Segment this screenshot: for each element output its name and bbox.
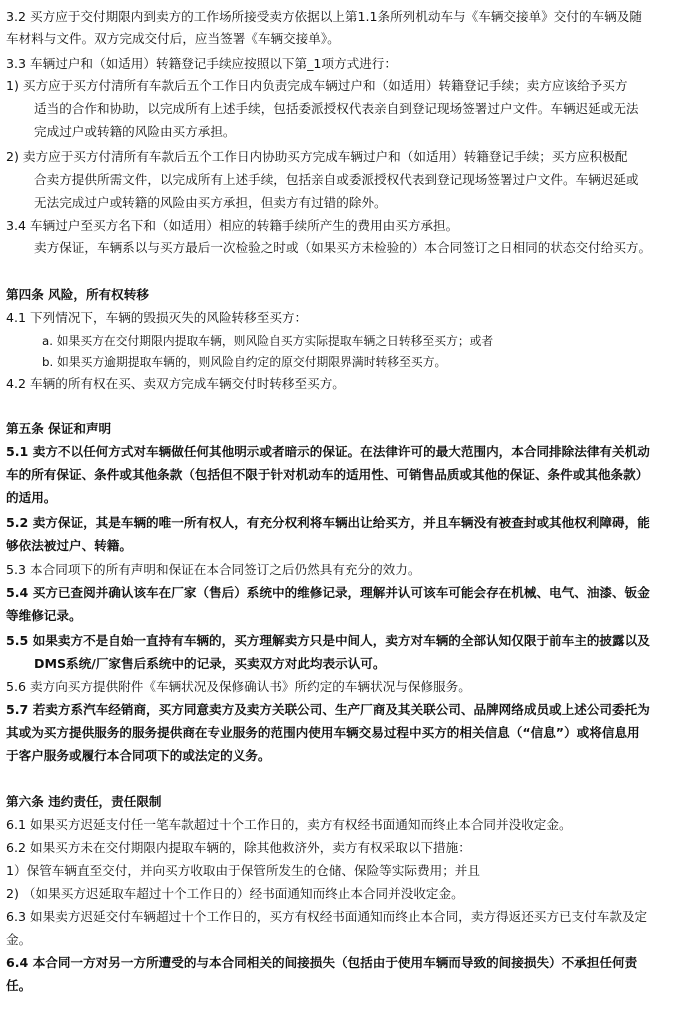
text-line-l17: 第五条 保证和声明 (6, 421, 112, 436)
text-line-l23: 5.3 本合同项下的所有声明和保证在本合同签订之后仍然具有充分的效力。 (6, 562, 421, 577)
text-line-l12: 第四条 风险，所有权转移 (6, 287, 149, 302)
text-line-l34: 6.2 如果买方未在交付期限内提取车辆的，除其他救济外，卖方有权采取以下措施： (6, 840, 471, 855)
text-line-l09: 无法完成过户或转籍的风险由买方承担，但卖方有过错的除外。 (34, 195, 387, 210)
text-line-l10: 3.4 车辆过户至买方名下和（如适用）相应的转籍手续所产生的费用由买方承担。 (6, 218, 459, 233)
text-line-l19: 车的所有保证、条件或其他条款（包括但不限于针对机动车的适用性、可销售品质或其他的保证、条件或其他条款） (6, 467, 649, 482)
text-line-l33: 6.1 如果买方迟延支付任一笔车款超过十个工作日的，卖方有权经书面通知而终止本合同并没收定金。 (6, 817, 572, 832)
text-line-l16: 4.2 车辆的所有权在买、卖双方完成车辆交付时转移至买方。 (6, 376, 345, 391)
text-line-l22: 够依法被过户、转籍。 (6, 538, 132, 553)
text-line-l05: 适当的合作和协助，以完成所有上述手续，包括委派授权代表亲自到登记现场签署过户文件。车辆迟延或无法 (34, 101, 639, 116)
text-line-l07: 2) 卖方应于买方付清所有车款后五个工作日内协助买方完成车辆过户和（如适用）转籍登记手续；买方应积极配 (6, 149, 628, 164)
text-line-l14: a. 如果买方在交付期限内提取车辆，则风险自买方实际提取车辆之日转移至买方；或者 (42, 334, 494, 348)
text-line-l20: 的适用。 (6, 490, 57, 505)
text-line-l02: 车材料与文件。双方完成交付后，应当签署《车辆交接单》。 (6, 31, 340, 46)
text-line-l37: 6.3 如果卖方迟延交付车辆超过十个工作日的，买方有权经书面通知而终止本合同，卖方得返还买方已支付车款及定 (6, 909, 648, 924)
text-line-l35: 1）保管车辆直至交付，并向买方收取由于保管所发生的仓储、保险等实际费用；并且 (6, 863, 480, 878)
text-line-l32: 第六条 违约责任，责任限制 (6, 794, 162, 809)
text-line-l29: 5.7 若卖方系汽车经销商，买方同意卖方及卖方关联公司、生产厂商及其关联公司、品牌网络成员或上述公司委托为 (6, 702, 650, 717)
text-line-l18: 5.1 卖方不以任何方式对车辆做任何其他明示或者暗示的保证。在法律许可的最大范围内，本合同排除法律有关机动 (6, 444, 650, 459)
text-line-l24: 5.4 买方已查阅并确认该车在厂家（售后）系统中的维修记录，理解并认可该车可能会存在机械、电气、油漆、钣金 (6, 585, 650, 600)
text-line-l40: 任。 (6, 978, 32, 993)
text-line-l04: 1) 买方应于买方付清所有车款后五个工作日内负责完成车辆过户和（如适用）转籍登记手续；卖方应该给予买方 (6, 78, 628, 93)
text-line-l39: 6.4 本合同一方对另一方所遭受的与本合同相关的间接损失（包括由于使用车辆而导致的间接损失）不承担任何责 (6, 955, 638, 970)
text-line-l25: 等维修记录。 (6, 608, 82, 623)
text-line-l36: 2) （如果买方迟延取车超过十个工作日的）经书面通知而终止本合同并没收定金。 (6, 886, 464, 901)
text-line-l11: 卖方保证，车辆系以与买方最后一次检验之时或（如果买方未检验的）本合同签订之日相同的状态交付给买方。 (34, 240, 652, 255)
text-line-l08: 合卖方提供所需文件，以完成所有上述手续，包括亲自或委派授权代表到登记现场签署过户文件。车辆迟延或 (34, 172, 639, 187)
text-line-l03: 3.3 车辆过户和（如适用）转籍登记手续应按照以下第_1项方式进行： (6, 56, 397, 71)
text-line-l31: 于客户服务或履行本合同项下的或法定的义务。 (6, 748, 271, 763)
text-line-l30: 其或为买方提供服务的服务提供商在专业服务的范围内使用车辆交易过程中买方的相关信息（“信息”）或将信息用 (6, 725, 640, 740)
text-line-l06: 完成过户或转籍的风险由买方承担。 (34, 124, 236, 139)
text-line-l21: 5.2 卖方保证，其是车辆的唯一所有权人，有充分权利将车辆出让给买方，并且车辆没有被查封或其他权利障碍，能 (6, 515, 650, 530)
text-line-l38: 金。 (6, 932, 32, 947)
text-line-l13: 4.1 下列情况下，车辆的毁损灭失的风险转移至买方： (6, 310, 308, 325)
text-line-l01: 3.2 买方应于交付期限内到卖方的工作场所接受卖方依据以上第1.1条所列机动车与《车辆交接单》交付的车辆及随 (6, 9, 642, 24)
text-line-l28: 5.6 卖方向买方提供附件《车辆状况及保修确认书》所约定的车辆状况与保修服务。 (6, 679, 471, 694)
text-line-l27: DMS系统/厂家售后系统中的记录，买卖双方对此均表示认可。 (34, 656, 386, 671)
text-line-l15: b. 如果买方逾期提取车辆的，则风险自约定的原交付期限界满时转移至买方。 (42, 355, 447, 369)
text-line-l26: 5.5 如果卖方不是自始一直持有车辆的，买方理解卖方只是中间人，卖方对车辆的全部认知仅限于前车主的披露以及 (6, 633, 650, 648)
